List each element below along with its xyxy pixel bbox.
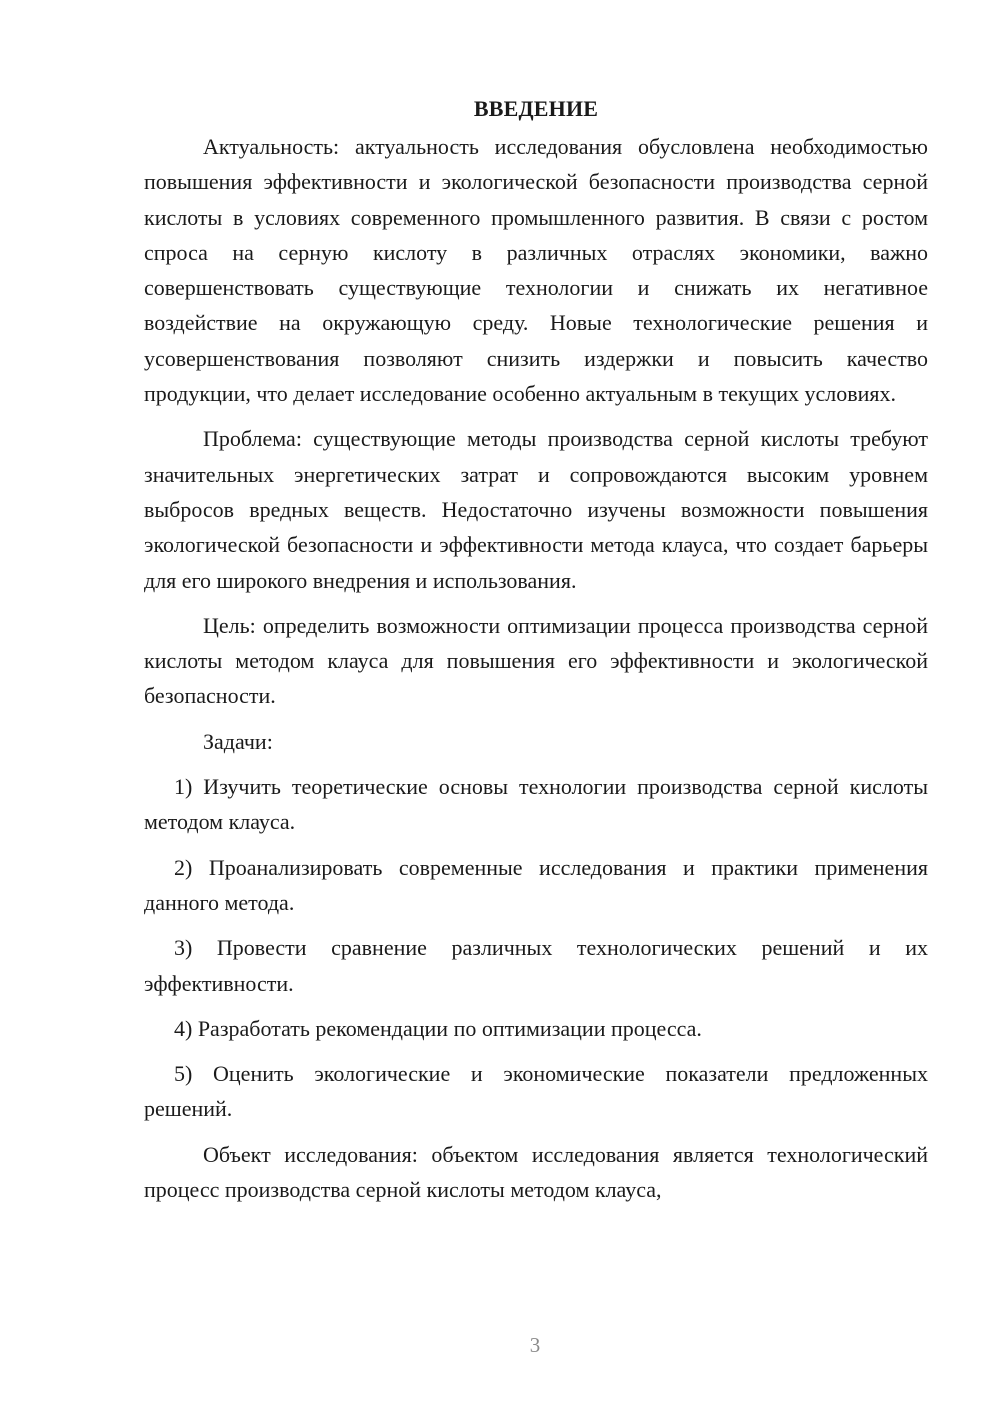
- paragraph-relevance: Актуальность: актуальность исследования обусловлена необходимостью повышения эффективности и экологической безопасности производства серной кислоты в условиях современного промышленного развития. В связи с ростом спроса на серную кислоту в различных отраслях экономики, важно совершенствовать существующие технологии и снижать их негативное воздействие на окружающую среду. Новые технологические решения и усовершенствования позволяют снизить издержки и повысить качество продукции, что делает исследование особенно актуальным в текущих условиях.: [144, 134, 928, 407]
- page-title: ВВЕДЕНИЕ: [473, 96, 599, 121]
- tasks-heading: Задачи:: [203, 728, 273, 754]
- paragraph-problem: Проблема: существующие методы производства серной кислоты требуют значительных энергетических затрат и сопровождаются высоким уровнем выбросов вредных веществ. Недостаточно изучены возможности повышения экологической безопасности и эффективности метода клауса, что создает барьеры для его широкого внедрения и использования.: [144, 426, 928, 593]
- list-item: 4) Разработать рекомендации по оптимизации процесса.: [174, 1015, 702, 1041]
- list-item: 2) Проанализировать современные исследования и практики применения данного метода.: [144, 854, 928, 915]
- list-item: 5) Оценить экологические и экономические показатели предложенных решений.: [144, 1061, 928, 1122]
- page-number: 3: [529, 1333, 541, 1357]
- list-item: 3) Провести сравнение различных технологических решений и их эффективности.: [144, 935, 928, 996]
- paragraph-object: Объект исследования: объектом исследования является технологический процесс производства серной кислоты методом клауса,: [144, 1141, 928, 1203]
- paragraph-goal: Цель: определить возможности оптимизации процесса производства серной кислоты методом клауса для повышения его эффективности и экологической безопасности.: [144, 612, 928, 709]
- list-item: 1) Изучить теоретические основы технологии производства серной кислоты методом клауса.: [144, 774, 928, 835]
- tasks-list: [144, 769, 928, 1127]
- document-page: [144, 93, 928, 1207]
